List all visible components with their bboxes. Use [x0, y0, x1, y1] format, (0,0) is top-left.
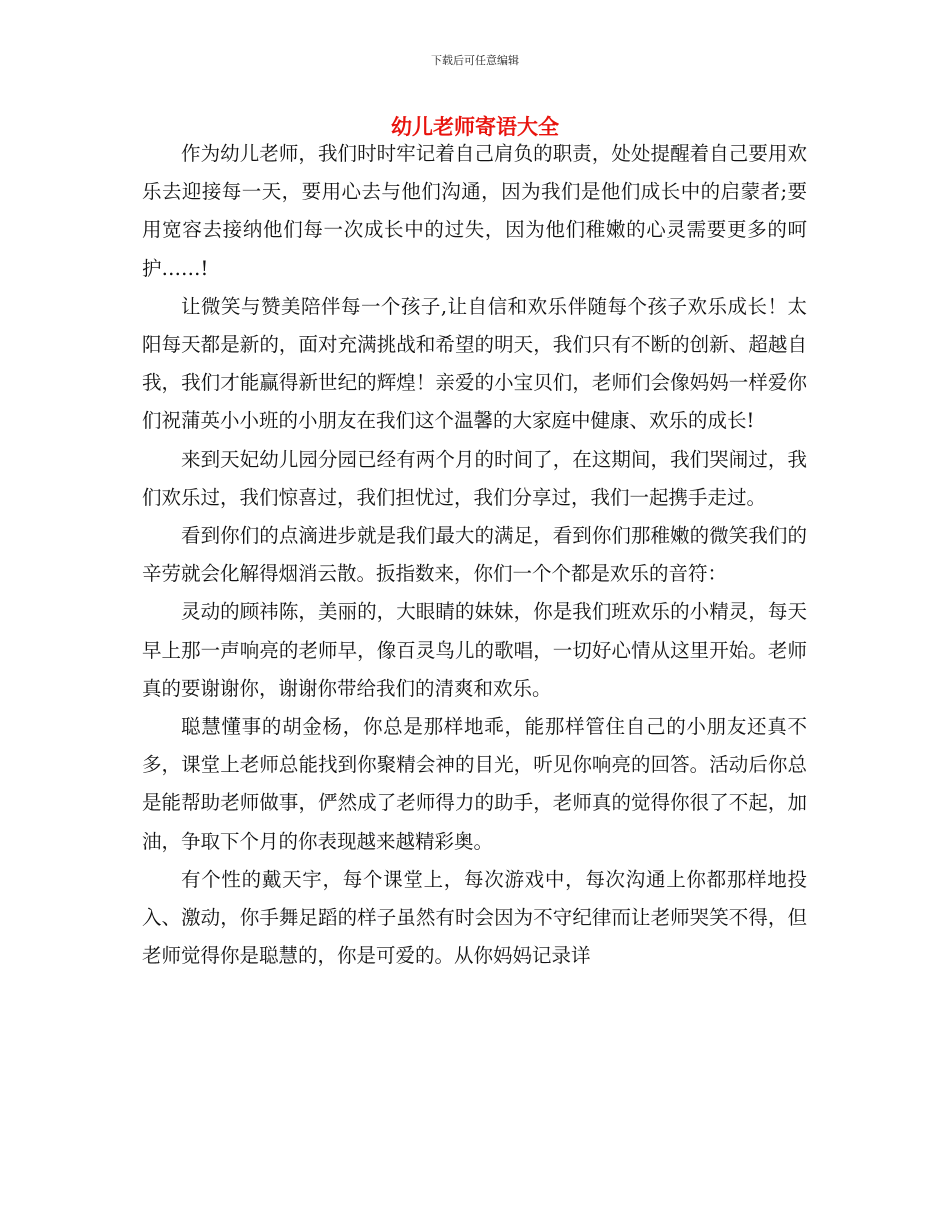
- paragraph: 灵动的顾祎陈，美丽的，大眼睛的妹妹，你是我们班欢乐的小精灵，每天早上那一声响亮的老师早，像百灵鸟儿的歌唱，一切好心情从这里开始。老师真的要谢谢你，谢谢你带给我们的清爽和欢乐。: [142, 600, 807, 700]
- paragraph: 作为幼儿老师，我们时时牢记着自己肩负的职责，处处提醒着自己要用欢乐去迎接每一天，要用心去与他们沟通，因为我们是他们成长中的启蒙者;要用宽容去接纳他们每一次成长中的过失，因为他们稚嫩的心灵需要更多的呵护……!: [142, 142, 807, 280]
- header-note: 下载后可任意编辑: [431, 54, 519, 67]
- paragraph: 聪慧懂事的胡金杨，你总是那样地乖，能那样管住自己的小朋友还真不多，课堂上老师总能找到你聚精会神的目光，听见你响亮的回答。活动后你总是能帮助老师做事，俨然成了老师得力的助手，老师真的觉得你很了不起，加油，争取下个月的你表现越来越精彩奥。: [142, 715, 807, 853]
- document-body: [142, 135, 807, 975]
- paragraph: 让微笑与赞美陪伴每一个孩子,让自信和欢乐伴随每个孩子欢乐成长！太阳每天都是新的，面对充满挑战和希望的明天，我们只有不断的创新、超越自我，我们才能赢得新世纪的辉煌！亲爱的小宝贝们，老师们会像妈妈一样爱你们祝蒲英小小班的小朋友在我们这个温馨的大家庭中健康、欢乐的成长!: [142, 294, 807, 433]
- page-title: 幼儿老师寄语大全: [391, 115, 559, 139]
- paragraph: 来到天妃幼儿园分园已经有两个月的时间了，在这期间，我们哭闹过，我们欢乐过，我们惊喜过，我们担忧过，我们分享过，我们一起携手走过。: [142, 447, 807, 509]
- paragraph: 看到你们的点滴进步就是我们最大的满足，看到你们那稚嫩的微笑我们的辛劳就会化解得烟消云散。扳指数来，你们一个个都是欢乐的音符：: [142, 524, 807, 586]
- paragraph: 有个性的戴天宇，每个课堂上，每次游戏中，每次沟通上你都那样地投入、激动，你手舞足蹈的样子虽然有时会因为不守纪律而让老师哭笑不得，但老师觉得你是聪慧的，你是可爱的。从你妈妈记录详: [142, 867, 807, 968]
